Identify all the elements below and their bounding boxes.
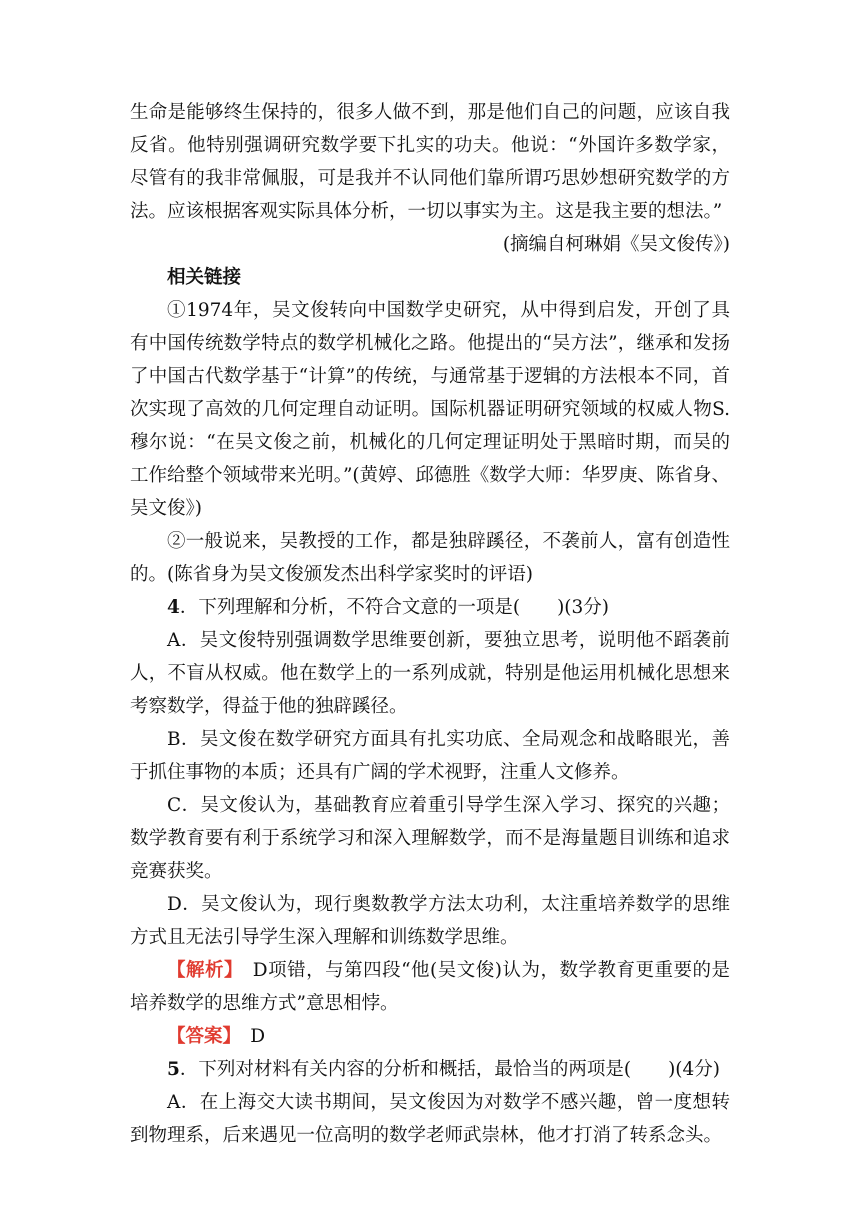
- link-item-1: ①1974年，吴文俊转向中国数学史研究，从中得到启发，开创了具有中国传统数学特点的数学机械化之路。他提出的“吴方法”，继承和发扬了中国古代数学基于“计算”的传统，与通常基于逻辑的方法根本不同，首次实现了高效的几何定理自动证明。国际机器证明研究领域的权威人物S.穆尔说：“在吴文俊之前，机械化的几何定理证明处于黑暗时期，而吴的工作给整个领域带来光明。”(黄婷、邱德胜《数学大师：华罗庚、陈省身、吴文俊》): [130, 300, 730, 519]
- analysis-tag: 【解析】: [167, 960, 234, 981]
- question-4-text: ．下列理解和分析，不符合文意的一项是( )(3分): [179, 597, 610, 618]
- question-5-number: 5: [167, 1059, 180, 1080]
- document-page: [130, 96, 730, 1152]
- passage-source: (摘编自柯琳娟《吴文俊传》): [502, 234, 730, 255]
- passage-paragraph: 生命是能够终生保持的，很多人做不到，那是他们自己的问题，应该自我反省。他特别强调研究数学要下扎实的功夫。他说：“外国许多数学家，尽管有的我非常佩服，可是我并不认同他们靠所谓巧思妙想研究数学的方法。应该根据客观实际具体分析，一切以事实为主。这是我主要的想法。”: [130, 102, 730, 222]
- question-4-option-b: B．吴文俊在数学研究方面具有扎实功底、全局观念和战略眼光，善于抓住事物的本质；还具有广阔的学术视野，注重人文修养。: [130, 729, 730, 783]
- question-4-answer: [130, 1020, 730, 1053]
- question-4-number: 4: [167, 597, 180, 618]
- question-5-stem: [130, 1053, 730, 1086]
- answer-tag: 【答案】: [167, 1026, 232, 1047]
- link-item-2: ②一般说来，吴教授的工作，都是独辟蹊径，不袭前人，富有创造性的。(陈省身为吴文俊颁发杰出科学家奖时的评语): [130, 531, 730, 585]
- question-4-option-c: C．吴文俊认为，基础教育应着重引导学生深入学习、探究的兴趣；数学教育要有利于系统学习和深入理解数学，而不是海量题目训练和追求竞赛获奖。: [130, 795, 730, 882]
- question-5-option-a: A．在上海交大读书期间，吴文俊因为对数学不感兴趣，曾一度想转到物理系，后来遇见一位高明的数学老师武崇林，他才打消了转系念头。: [130, 1092, 730, 1146]
- question-4-analysis: [130, 954, 730, 1020]
- analysis-text: D项错，与第四段“他(吴文俊)认为，数学教育更重要的是培养数学的思维方式”意思相悖。: [130, 960, 730, 1014]
- links-heading: 相关链接: [167, 267, 242, 288]
- question-4-option-a: A．吴文俊特别强调数学思维要创新，要独立思考，说明他不蹈袭前人，不盲从权威。他在数学上的一系列成就，特别是他运用机械化思想来考察数学，得益于他的独辟蹊径。: [130, 630, 730, 717]
- answer-text: D: [231, 1026, 266, 1047]
- question-5-text: ．下列对材料有关内容的分析和概括，最恰当的两项是( )(4分): [179, 1059, 721, 1080]
- question-4-stem: [130, 591, 730, 624]
- question-4-option-d: D．吴文俊认为，现行奥数教学方法太功利，太注重培养数学的思维方式且无法引导学生深入理解和训练数学思维。: [130, 894, 730, 948]
